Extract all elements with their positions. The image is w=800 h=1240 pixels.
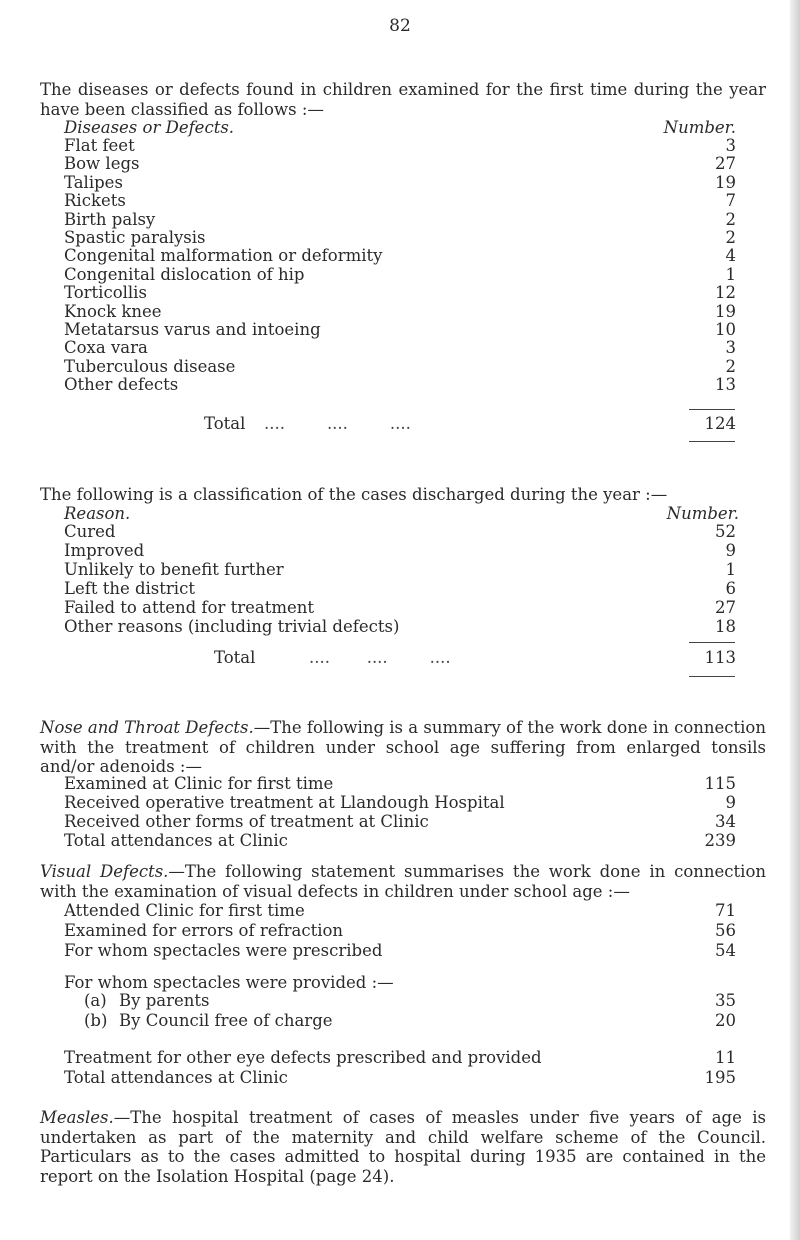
row-label: For whom spectacles were prescribed <box>64 941 383 960</box>
diseases-total-label: Total <box>204 414 246 433</box>
row-value: 115 <box>704 774 736 793</box>
row-value: 35 <box>715 991 736 1010</box>
row-marker: (b) <box>84 1011 108 1030</box>
row-label: Examined at Clinic for first time <box>64 774 334 793</box>
row-value: 18 <box>715 617 736 636</box>
discharge-total-rule-top <box>689 642 735 643</box>
discharge-table <box>64 504 739 667</box>
row-value: 19 <box>715 301 736 321</box>
disease-row <box>64 172 736 193</box>
intro-paragraph: The diseases or defects found in children examined for the first time during the year have been classified as follows :— <box>40 80 766 119</box>
diseases-total-rule-bottom <box>689 441 735 442</box>
row-label: Spastic paralysis <box>64 227 206 247</box>
discharge-total-value: 113 <box>704 648 736 667</box>
row-value: 11 <box>715 1048 736 1067</box>
disease-row <box>64 264 736 285</box>
diseases-total-row <box>64 416 736 434</box>
measles-heading: Measles. <box>40 1108 114 1127</box>
row-label: Tuberculous disease <box>64 356 236 376</box>
row-label: Other defects <box>64 375 179 395</box>
disease-row <box>64 319 736 340</box>
row-value: 9 <box>725 793 736 812</box>
row-label: Improved <box>64 541 145 560</box>
visual-rows <box>64 903 736 963</box>
disease-row <box>64 248 736 266</box>
row-label: Other reasons (including trivial defects) <box>64 617 400 636</box>
measles-text: —The hospital treatment of cases of measles under five years of age is undertaken as part of the maternity and child welfare scheme of the Council. Particulars as to the cases admitted to hospital during 1935 are contained in the report on the Isolation Hospital (page 24). <box>40 1108 766 1186</box>
measles-paragraph <box>40 1108 766 1186</box>
nose-throat-row <box>64 833 736 852</box>
discharge-header-number: Number. <box>666 504 739 523</box>
diseases-total-value: 124 <box>704 414 736 433</box>
row-label: Coxa vara <box>64 338 148 358</box>
diseases-table-header <box>64 120 736 138</box>
row-label: Examined for errors of refraction <box>64 921 344 940</box>
discharge-header-label: Reason. <box>64 504 131 523</box>
diseases-table <box>64 118 736 433</box>
row-value: 2 <box>725 227 736 247</box>
row-value: 20 <box>715 1011 736 1030</box>
diseases-header-label: Diseases or Defects. <box>64 118 235 137</box>
row-label: Congenital malformation or deformity <box>64 246 383 266</box>
visual-text: —The following statement summarises the work done in connection with the examination of visual defects in children under school age :— <box>40 862 767 901</box>
disease-row <box>64 156 736 174</box>
nose-throat-paragraph <box>40 718 766 777</box>
nose-throat-table <box>64 776 736 852</box>
row-value: 2 <box>725 209 736 229</box>
row-value: 1 <box>725 560 736 579</box>
row-label: Metatarsus varus and intoeing <box>64 319 321 339</box>
discharge-intro: The following is a classification of the cases discharged during the year :— <box>40 485 668 504</box>
visual-provided-row <box>64 1013 736 1033</box>
row-value: 54 <box>715 941 736 960</box>
visual-provided-rows <box>64 993 736 1033</box>
visual-provided-row <box>64 993 736 1013</box>
row-value: 9 <box>725 541 736 560</box>
row-value: 2 <box>725 356 736 376</box>
row-value: 195 <box>704 1068 736 1087</box>
row-value: 1 <box>725 264 736 284</box>
visual-other-rows <box>64 1050 736 1090</box>
row-value: 12 <box>715 283 736 303</box>
diseases-rows <box>64 138 736 395</box>
row-label: Flat feet <box>64 136 135 155</box>
row-label: Received operative treatment at Llandough Hospital <box>64 793 505 812</box>
row-value: 7 <box>725 191 736 211</box>
discharge-total-label: Total <box>214 648 256 667</box>
row-marker: (a) <box>84 991 107 1010</box>
discharge-total-rule-bottom <box>689 676 735 677</box>
visual-row <box>64 923 736 943</box>
visual-paragraph <box>40 862 766 901</box>
row-value: 4 <box>725 246 736 266</box>
row-label: Left the district <box>64 579 195 598</box>
visual-provided-intro: For whom spectacles were provided :— <box>64 973 394 992</box>
disease-row <box>64 377 736 395</box>
nose-throat-rows <box>64 776 736 852</box>
row-value: 6 <box>725 579 736 598</box>
disease-row <box>64 138 736 156</box>
visual-row <box>64 903 736 923</box>
row-label: Rickets <box>64 191 126 211</box>
row-label: By Council free of charge <box>119 1011 333 1030</box>
visual-other-row <box>64 1070 736 1090</box>
discharge-row <box>64 619 736 638</box>
visual-heading: Visual Defects. <box>40 862 169 881</box>
visual-other-block <box>64 1050 736 1090</box>
row-label: Total attendances at Clinic <box>64 831 288 850</box>
row-label: Failed to attend for treatment <box>64 598 314 617</box>
row-value: 239 <box>704 831 736 850</box>
row-value: 34 <box>715 812 736 831</box>
visual-row <box>64 943 736 963</box>
discharge-rows <box>64 524 736 638</box>
page-edge-shadow <box>790 0 800 1240</box>
row-value: 27 <box>715 154 736 174</box>
disease-row <box>64 193 736 211</box>
row-value: 56 <box>715 921 736 940</box>
row-value: 13 <box>715 375 736 395</box>
row-label: By parents <box>119 991 210 1010</box>
row-label: Talipes <box>64 172 123 192</box>
visual-table <box>64 903 736 963</box>
diseases-total-rule-top <box>689 409 735 410</box>
row-label: Received other forms of treatment at Clinic <box>64 812 429 831</box>
row-label: Cured <box>64 522 116 541</box>
row-label: Birth palsy <box>64 209 156 229</box>
diseases-header-number: Number. <box>663 118 736 137</box>
row-value: 3 <box>725 338 736 358</box>
row-label: Attended Clinic for first time <box>64 901 305 920</box>
discharge-table-header <box>64 504 739 524</box>
discharge-row <box>64 524 736 543</box>
row-label: Total attendances at Clinic <box>64 1068 288 1087</box>
row-value: 71 <box>715 901 736 920</box>
row-value: 19 <box>715 172 736 192</box>
nose-throat-text: —The following is a summary of the work done in connection with the treatment of children under school age suffering from enlarged tonsils and/or adenoids :— <box>40 718 766 776</box>
row-value: 52 <box>715 522 736 541</box>
row-label: Unlikely to benefit further <box>64 560 284 579</box>
disease-row <box>64 340 736 358</box>
visual-other-row <box>64 1050 736 1070</box>
discharge-total-row <box>64 650 736 668</box>
discharge-total-leader: .... .... .... <box>309 648 451 667</box>
visual-provided-block <box>64 975 736 1033</box>
row-label: Congenital dislocation of hip <box>64 264 305 284</box>
row-label: Torticollis <box>64 283 147 303</box>
row-label: Bow legs <box>64 154 140 174</box>
page-number: 82 <box>389 16 411 36</box>
row-label: Knock knee <box>64 301 162 321</box>
row-value: 27 <box>715 598 736 617</box>
nose-throat-heading: Nose and Throat Defects. <box>40 718 254 737</box>
row-label: Treatment for other eye defects prescribed and provided <box>64 1048 542 1067</box>
row-value: 10 <box>715 319 736 339</box>
diseases-total-leader: .... .... .... <box>264 414 411 433</box>
disease-row <box>64 285 736 303</box>
row-value: 3 <box>725 136 736 155</box>
